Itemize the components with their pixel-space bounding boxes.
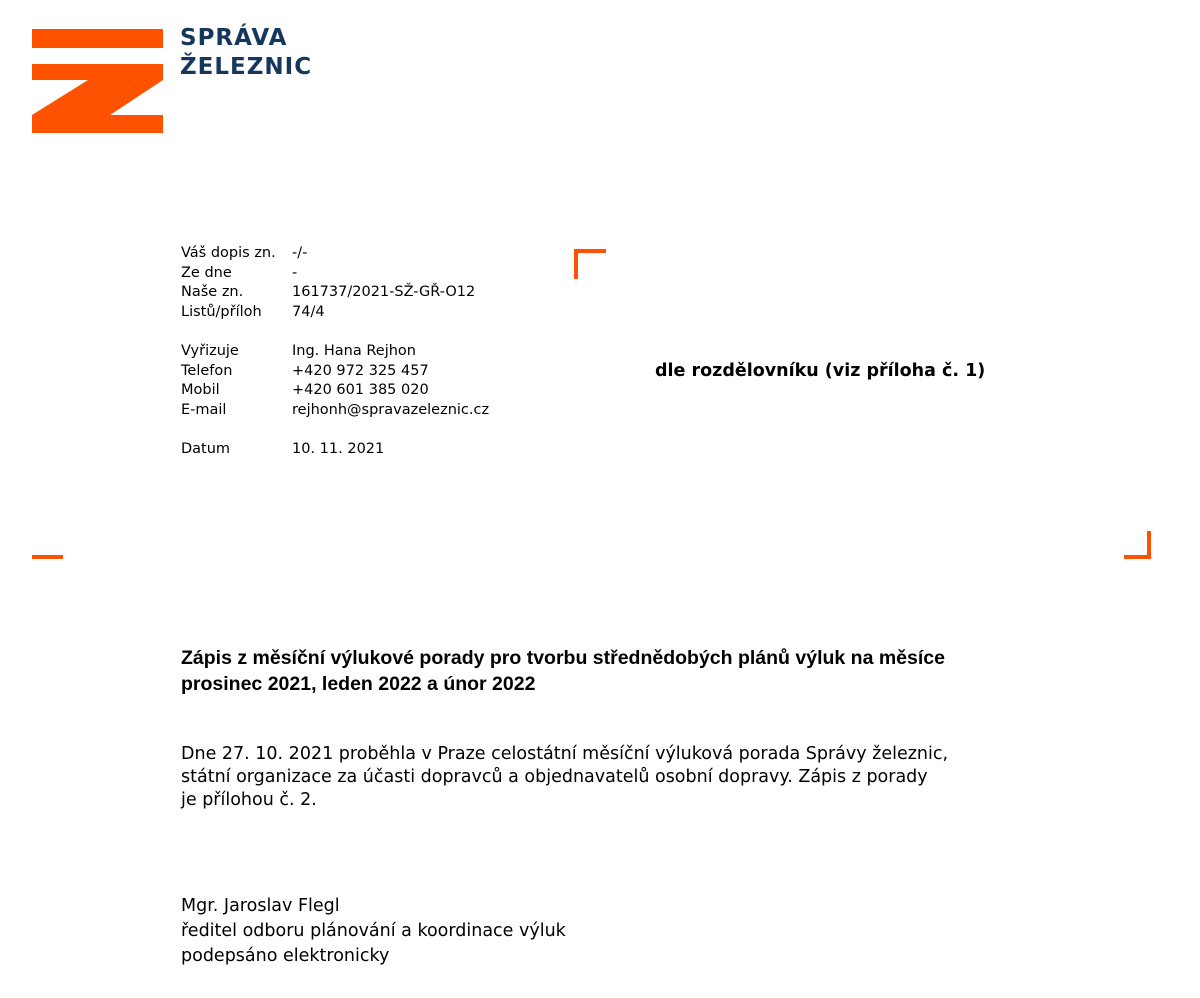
signatory-name: Mgr. Jaroslav Flegl (181, 896, 340, 916)
meta-row-your-letter (181, 244, 489, 264)
fold-mark (32, 555, 63, 559)
reference-block (181, 244, 489, 460)
recipient: dle rozdělovníku (viz příloha č. 1) (655, 361, 986, 381)
meta-value: -/- (292, 245, 308, 261)
logo-line-2: ŽELEZNIC (180, 54, 313, 80)
meta-label: Telefon (181, 362, 233, 379)
address-corner-top-left-mark (574, 249, 606, 279)
meta-row-mobile (181, 381, 489, 401)
signature-note: podepsáno elektronicky (181, 946, 390, 966)
meta-value: - (292, 264, 298, 281)
meta-row-handled-by (181, 342, 489, 362)
meta-label: Datum (181, 441, 231, 457)
meta-row-phone (181, 362, 489, 382)
meta-value: 74/4 (292, 303, 325, 320)
body-line-2: státní organizace za účasti dopravců a objednavatelů osobní dopravy. Zápis z porady (181, 767, 928, 787)
subject-line-1: Zápis z měsíční výlukové porady pro tvorbu střednědobých plánů výluk na měsíce (181, 647, 945, 669)
logo-wordmark (180, 24, 312, 82)
meta-value: +420 972 325 457 (292, 362, 429, 379)
body-line-3: je přílohou č. 2. (181, 790, 317, 810)
meta-label: Vyřizuje (181, 343, 239, 359)
meta-value: Ing. Hana Rejhon (292, 343, 416, 359)
meta-row-pages (181, 303, 489, 323)
body-line-1: Dne 27. 10. 2021 proběhla v Praze celostátní měsíční výluková porada Správy železnic, (181, 744, 949, 764)
address-corner-bottom-right-mark (1124, 531, 1151, 559)
meta-label: E-mail (181, 401, 227, 418)
subject-heading (181, 645, 1081, 697)
logo-line-1: SPRÁVA (180, 25, 288, 51)
meta-value: 161737/2021-SŽ-GŘ-O12 (292, 284, 476, 300)
meta-label: Váš dopis zn. (181, 245, 276, 261)
signature-block (181, 894, 566, 969)
meta-value: rejhonh@spravazeleznic.cz (292, 401, 490, 418)
meta-row-email (181, 401, 489, 421)
subject-line-2: prosinec 2021, leden 2022 a únor 2022 (181, 673, 536, 695)
meta-value: +420 601 385 020 (292, 382, 429, 398)
signatory-title: ředitel odboru plánování a koordinace výluk (181, 921, 566, 941)
body-paragraph (181, 743, 1081, 812)
meta-label: Mobil (181, 382, 220, 398)
meta-row-from-date (181, 264, 489, 284)
meta-row-our-ref (181, 283, 489, 303)
meta-row-date (181, 440, 489, 460)
meta-value: 10. 11. 2021 (292, 441, 385, 457)
logo-z-mark-icon (32, 29, 164, 134)
meta-label: Listů/příloh (181, 303, 262, 320)
meta-label: Naše zn. (181, 284, 244, 300)
meta-label: Ze dne (181, 264, 232, 281)
